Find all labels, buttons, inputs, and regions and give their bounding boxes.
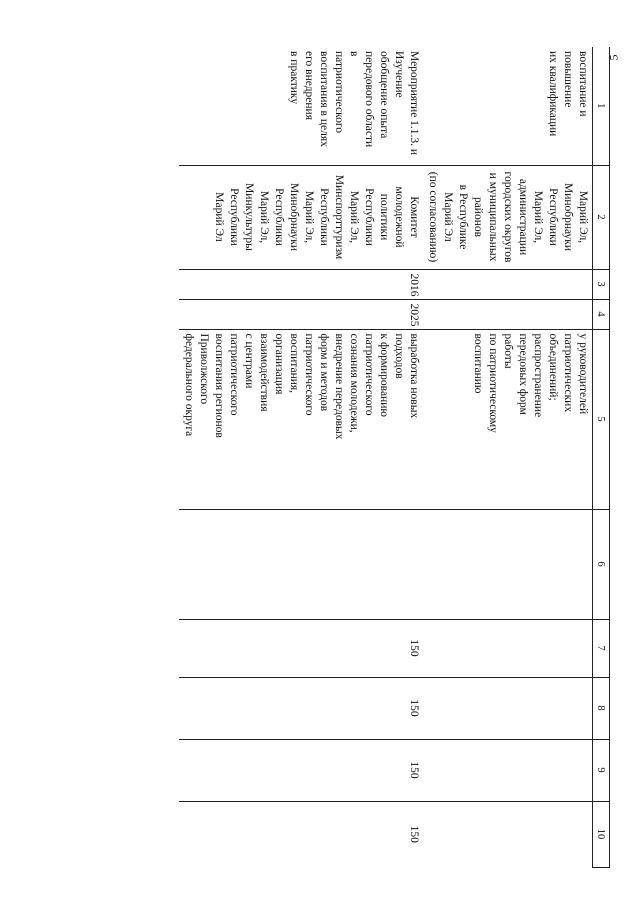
text-line: Мероприятие 1.1.3. и	[408, 51, 420, 156]
text-line: городских округов	[502, 171, 514, 263]
cell-result	[179, 329, 423, 509]
cell-end-year: 2025	[179, 299, 423, 329]
text-line: Марий Эл,	[348, 190, 360, 244]
text-line: Комитет молодежной	[393, 186, 420, 248]
text-line: Республики	[228, 188, 240, 246]
text-line: Республики	[273, 188, 285, 246]
text-line: Марий Эл,	[258, 190, 270, 244]
text-line: работы	[502, 333, 514, 369]
cell-col6	[423, 509, 593, 619]
text-line: Минобрнауки	[562, 182, 574, 252]
text-line: Марий Эл,	[303, 190, 315, 244]
cell-measure	[179, 47, 423, 165]
col-header-2: 2	[593, 165, 610, 269]
cell-end-year	[423, 299, 593, 329]
col-header-8: 8	[593, 677, 610, 739]
text-line: повышение	[562, 51, 574, 108]
col-header-6: 6	[593, 509, 610, 619]
cell-col9	[423, 739, 593, 801]
text-line: Минобрнауки	[288, 182, 300, 252]
table-row	[423, 47, 593, 867]
cell-col7	[423, 619, 593, 677]
text-line: Минкультуры	[243, 183, 255, 251]
text-line: обобщение опыта	[378, 51, 390, 139]
col-header-9: 9	[593, 739, 610, 801]
text-line: по патриотическому	[487, 333, 499, 433]
text-line: политики Республики	[363, 188, 390, 246]
text-line: Марий Эл,	[577, 190, 589, 244]
text-line: Приволжского	[198, 333, 210, 405]
cell-col8	[423, 677, 593, 739]
cell-executor	[423, 165, 593, 269]
text-line: распространение	[532, 333, 544, 418]
cell-start-year: 2016	[179, 269, 423, 299]
text-line: Республики	[547, 188, 559, 246]
col-header-4: 4	[593, 299, 610, 329]
col-header-3: 3	[593, 269, 610, 299]
text-line: с центрами	[243, 333, 255, 389]
text-line: внедрение передовых	[333, 333, 345, 440]
cell-col7: 150	[179, 619, 423, 677]
header-row	[593, 47, 610, 867]
text-line: патриотического	[228, 333, 240, 416]
text-line: Минспорттуризм	[333, 174, 345, 260]
text-line: патриотических	[562, 333, 574, 413]
text-line: воспитания в целях	[318, 51, 330, 147]
text-line: Изучение	[393, 51, 405, 98]
text-line: Республики	[318, 188, 330, 246]
text-line: администрации	[517, 178, 529, 256]
text-line: патриотического	[333, 51, 345, 134]
text-line: передовых форм	[517, 333, 529, 415]
text-line: объединений;	[547, 333, 559, 401]
page-number: 5	[606, 54, 621, 61]
text-line: Марий Эл	[442, 192, 454, 242]
col-header-1: 1	[593, 47, 610, 165]
text-line: у руководителей	[577, 333, 589, 415]
text-line: патриотического	[303, 333, 315, 416]
text-line: организация	[273, 333, 285, 395]
text-line: воспитанию	[472, 333, 484, 394]
cell-col9: 150	[179, 739, 423, 801]
text-line: районов	[472, 196, 484, 238]
text-line: выработка новых	[408, 333, 420, 419]
text-line: воспитания,	[288, 333, 300, 394]
program-table	[179, 47, 610, 868]
text-line: в	[348, 51, 360, 57]
text-line: в Республике	[457, 184, 469, 250]
text-line: передового области	[363, 51, 375, 148]
text-line: взаимодействия	[258, 333, 270, 412]
cell-col10: 150	[179, 801, 423, 867]
text-line: их квалификации	[547, 51, 559, 137]
col-header-5: 5	[593, 329, 610, 509]
text-line: Марий Эл,	[532, 190, 544, 244]
table-row	[179, 47, 423, 867]
col-header-7: 7	[593, 619, 610, 677]
cell-measure	[423, 47, 593, 165]
cell-col6	[179, 509, 423, 619]
text-line: и муниципальных	[487, 172, 499, 262]
cell-executor	[179, 165, 423, 269]
cell-col10	[423, 801, 593, 867]
text-line: воспитание и	[577, 51, 589, 117]
text-line: в практику	[288, 51, 300, 105]
text-line: патриотического	[363, 333, 375, 416]
rotated-table-container	[50, 47, 610, 867]
text-line: подходов	[393, 333, 405, 379]
cell-start-year	[423, 269, 593, 299]
text-line: Марий Эл	[213, 192, 225, 242]
text-line: федерального округа	[183, 333, 195, 437]
cell-result	[423, 329, 593, 509]
col-header-10: 10	[593, 801, 610, 867]
text-line: сознания молодежи,	[348, 333, 360, 433]
cell-col8: 150	[179, 677, 423, 739]
text-line: к формированию	[378, 333, 390, 417]
text-line: его внедрения	[303, 51, 315, 120]
text-line: (по согласованию)	[427, 171, 439, 263]
text-line: форм и методов	[318, 333, 330, 412]
text-line: воспитания регионов	[213, 333, 225, 438]
